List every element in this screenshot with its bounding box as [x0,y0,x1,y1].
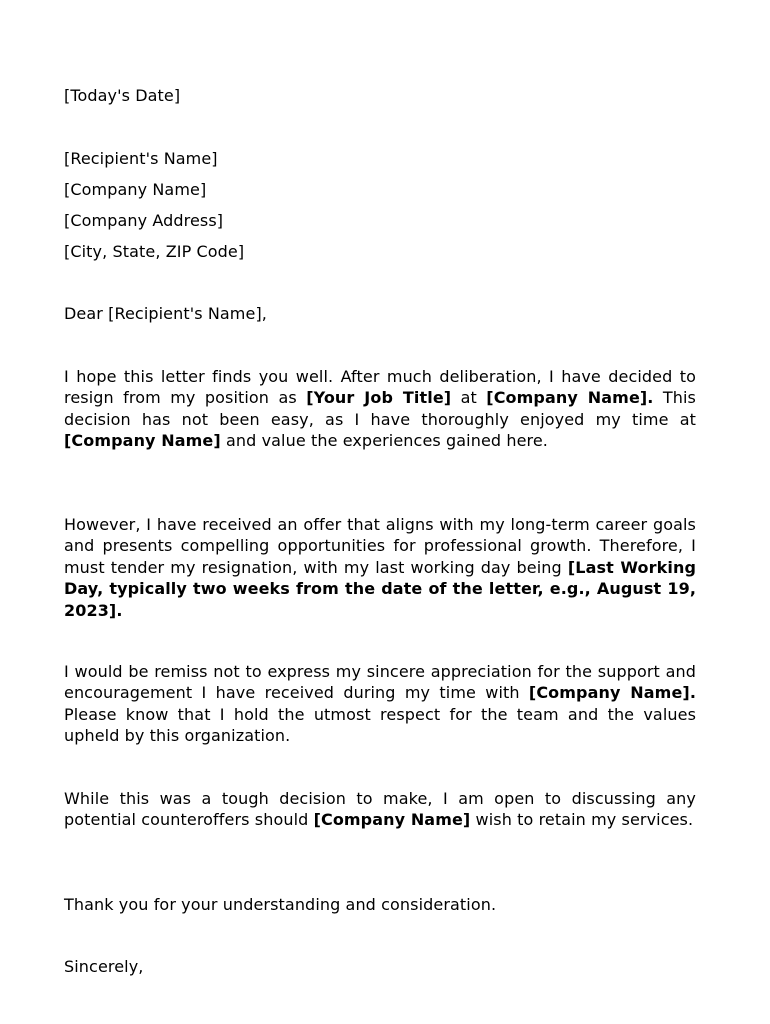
paragraph-text: Please know that I hold the utmost respect for the team and the values upheld by this organization. [64,704,696,746]
city-state-zip-line: [City, State, ZIP Code] [64,242,245,261]
paragraph-new-offer [64,514,696,621]
salutation: Dear [Recipient's Name], [64,304,267,323]
paragraph-text: at [451,388,487,408]
recipient-name-line: [Recipient's Name] [64,149,218,168]
placeholder-company-name: [Company Name] [313,810,471,830]
paragraph-resignation [64,366,696,452]
paragraph-thanks: Thank you for your understanding and consideration. [64,895,497,914]
paragraph-text: While this was a tough decision to make, I am open to discussing any potential counteroffers should [64,789,696,830]
placeholder-company-name: [Company Name]. [528,683,696,703]
paragraph-counteroffers [64,788,696,831]
paragraph-text: wish to retain my services. [470,810,694,830]
paragraph-text: I hope this letter finds you well. After much deliberation, I have decided to resign from my position as [64,367,696,408]
placeholder-job-title: [Your Job Title] [306,388,452,408]
paragraph-text: This decision has not been easy, as I have thoroughly enjoyed my time at [64,388,696,429]
closing: Sincerely, [64,957,144,976]
paragraph-appreciation [64,661,696,747]
company-name-line: [Company Name] [64,180,207,199]
paragraph-text: and value the experiences gained here. [220,431,548,451]
paragraph-text: I would be remiss not to express my sincere appreciation for the support and encouragement I have received during my time with [64,662,696,703]
date-line: [Today's Date] [64,86,181,105]
paragraph-text: However, I have received an offer that aligns with my long-term career goals and presents compelling opportunities for professional growth. Therefore, I must tender my resignation, with my last working day being [64,515,696,577]
placeholder-company-name: [Company Name]. [486,388,654,408]
company-address-line: [Company Address] [64,211,224,230]
placeholder-company-name: [Company Name] [64,431,221,451]
placeholder-last-working-day: [Last Working Day, typically two weeks from the date of the letter, e.g., August 19, 2023]. [64,557,697,620]
